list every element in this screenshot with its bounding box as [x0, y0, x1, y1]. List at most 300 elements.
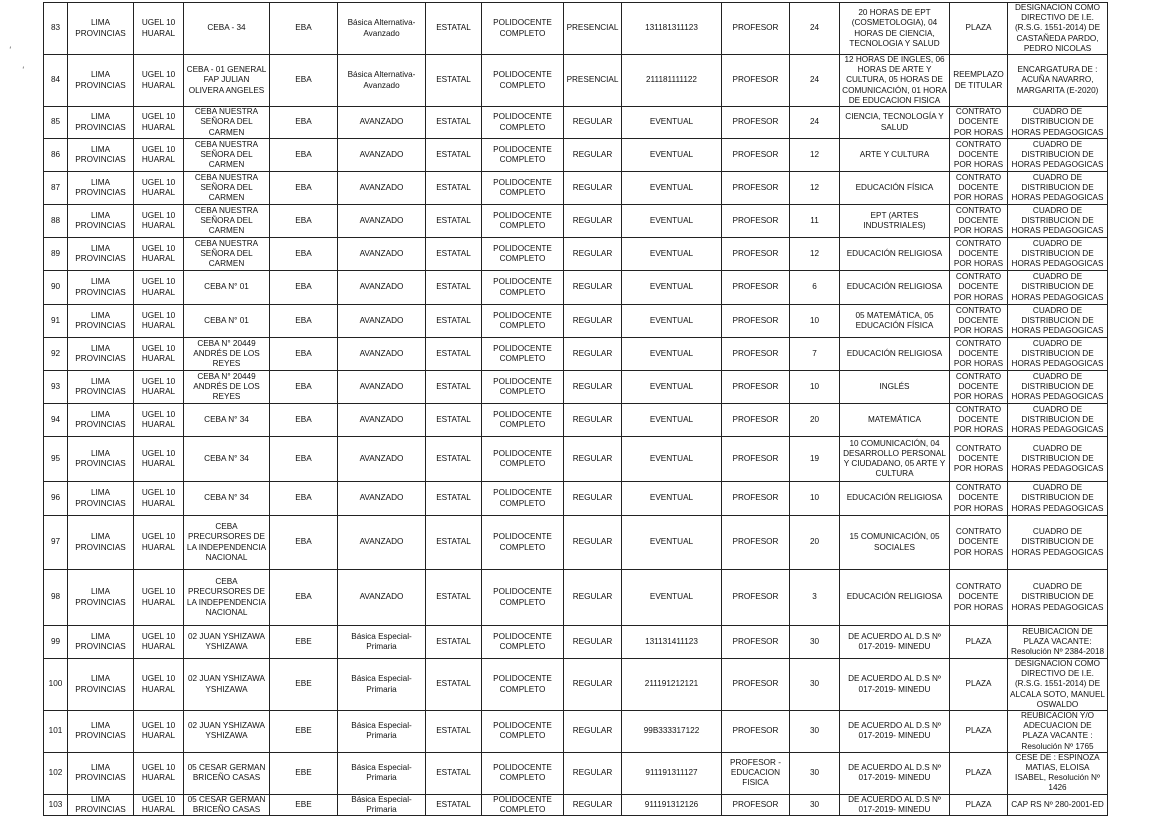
jornada-cell: 12	[790, 172, 840, 205]
nivel-cell: AVANZADO	[338, 238, 426, 271]
area-curricular-cell: EDUCACIÓN RELIGIOSA	[840, 338, 950, 371]
tipo-ie-cell: POLIDOCENTE COMPLETO	[482, 516, 564, 570]
area-curricular-cell: 20 HORAS DE EPT (COSMETOLOGIA), 04 HORAS DE CIENCIA, TECNOLOGIA Y SALUD	[840, 3, 950, 55]
codigo-plaza-cell: 99B333317122	[622, 711, 722, 753]
forma-cell: REGULAR	[564, 570, 622, 626]
ugel-cell: UGEL 10 HUARAL	[134, 205, 184, 238]
modalidad-cell: EBA	[270, 371, 338, 404]
tipo-ie-cell: POLIDOCENTE COMPLETO	[482, 570, 564, 626]
region-cell: LIMA PROVINCIAS	[68, 437, 134, 482]
cargo-cell: PROFESOR	[722, 238, 790, 271]
ugel-cell: UGEL 10 HUARAL	[134, 139, 184, 172]
row-number-cell: 103	[44, 794, 68, 815]
row-number-cell: 93	[44, 371, 68, 404]
row-number-cell: 96	[44, 482, 68, 516]
row-number-cell: 100	[44, 659, 68, 711]
jornada-cell: 24	[790, 3, 840, 55]
forma-cell: PRESENCIAL	[564, 55, 622, 107]
table-row	[44, 205, 1108, 238]
region-cell: LIMA PROVINCIAS	[68, 3, 134, 55]
ugel-cell: UGEL 10 HUARAL	[134, 482, 184, 516]
gestion-cell: ESTATAL	[426, 570, 482, 626]
institucion-cell: 02 JUAN YSHIZAWA YSHIZAWA	[184, 711, 270, 753]
situacion-cell: CONTRATO DOCENTE POR HORAS	[950, 371, 1008, 404]
row-number-cell: 97	[44, 516, 68, 570]
row-number-cell: 88	[44, 205, 68, 238]
table-row	[44, 172, 1108, 205]
codigo-plaza-cell: EVENTUAL	[622, 271, 722, 305]
region-cell: LIMA PROVINCIAS	[68, 570, 134, 626]
nivel-cell: AVANZADO	[338, 271, 426, 305]
table-row	[44, 107, 1108, 139]
table-row	[44, 305, 1108, 338]
cargo-cell: PROFESOR	[722, 437, 790, 482]
institucion-cell: CEBA PRECURSORES DE LA INDEPENDENCIA NACIONAL	[184, 570, 270, 626]
gestion-cell: ESTATAL	[426, 516, 482, 570]
motivo-cell: REUBICACION Y/O ADECUACION DE PLAZA VACANTE : Resolución Nº 1765	[1008, 711, 1108, 753]
region-cell: LIMA PROVINCIAS	[68, 794, 134, 815]
cargo-cell: PROFESOR	[722, 338, 790, 371]
institucion-cell: 02 JUAN YSHIZAWA YSHIZAWA	[184, 626, 270, 659]
modalidad-cell: EBA	[270, 516, 338, 570]
table-row	[44, 794, 1108, 815]
area-curricular-cell: 10 COMUNICACIÓN, 04 DESARROLLO PERSONAL Y CIUDADANO, 05 ARTE Y CULTURA	[840, 437, 950, 482]
nivel-cell: AVANZADO	[338, 516, 426, 570]
cargo-cell: PROFESOR	[722, 404, 790, 437]
forma-cell: REGULAR	[564, 172, 622, 205]
modalidad-cell: EBE	[270, 794, 338, 815]
area-curricular-cell: 12 HORAS DE INGLES, 06 HORAS DE ARTE Y CULTURA, 05 HORAS DE COMUNICACIÓN, 01 HORA DE EDUCACION FISICA	[840, 55, 950, 107]
ugel-cell: UGEL 10 HUARAL	[134, 437, 184, 482]
institucion-cell: CEBA N° 34	[184, 404, 270, 437]
cargo-cell: PROFESOR	[722, 516, 790, 570]
row-number-cell: 90	[44, 271, 68, 305]
jornada-cell: 30	[790, 752, 840, 794]
area-curricular-cell: EDUCACIÓN FÍSICA	[840, 172, 950, 205]
gestion-cell: ESTATAL	[426, 172, 482, 205]
table-row	[44, 482, 1108, 516]
motivo-cell: CUADRO DE DISTRIBUCION DE HORAS PEDAGOGICAS	[1008, 172, 1108, 205]
institucion-cell: CEBA NUESTRA SEÑORA DEL CARMEN	[184, 238, 270, 271]
region-cell: LIMA PROVINCIAS	[68, 371, 134, 404]
forma-cell: REGULAR	[564, 271, 622, 305]
row-number-cell: 91	[44, 305, 68, 338]
row-number-cell: 86	[44, 139, 68, 172]
margin-mark-top: ʻ	[9, 46, 12, 56]
region-cell: LIMA PROVINCIAS	[68, 305, 134, 338]
institucion-cell: CEBA NUESTRA SEÑORA DEL CARMEN	[184, 107, 270, 139]
forma-cell: REGULAR	[564, 238, 622, 271]
institucion-cell: CEBA N° 20449 ANDRÉS DE LOS REYES	[184, 338, 270, 371]
nivel-cell: AVANZADO	[338, 338, 426, 371]
codigo-plaza-cell: EVENTUAL	[622, 107, 722, 139]
document-page	[43, 2, 1107, 816]
forma-cell: REGULAR	[564, 626, 622, 659]
row-number-cell: 99	[44, 626, 68, 659]
forma-cell: REGULAR	[564, 338, 622, 371]
motivo-cell: CUADRO DE DISTRIBUCION DE HORAS PEDAGOGICAS	[1008, 238, 1108, 271]
gestion-cell: ESTATAL	[426, 139, 482, 172]
jornada-cell: 30	[790, 711, 840, 753]
modalidad-cell: EBE	[270, 711, 338, 753]
region-cell: LIMA PROVINCIAS	[68, 238, 134, 271]
ugel-cell: UGEL 10 HUARAL	[134, 338, 184, 371]
cargo-cell: PROFESOR	[722, 794, 790, 815]
row-number-cell: 85	[44, 107, 68, 139]
tipo-ie-cell: POLIDOCENTE COMPLETO	[482, 238, 564, 271]
motivo-cell: CUADRO DE DISTRIBUCION DE HORAS PEDAGOGICAS	[1008, 107, 1108, 139]
tipo-ie-cell: POLIDOCENTE COMPLETO	[482, 55, 564, 107]
cargo-cell: PROFESOR	[722, 107, 790, 139]
table-row	[44, 338, 1108, 371]
jornada-cell: 20	[790, 516, 840, 570]
motivo-cell: CESE DE : ESPINOZA MATIAS, ELOISA ISABEL, Resolución Nº 1426	[1008, 752, 1108, 794]
gestion-cell: ESTATAL	[426, 437, 482, 482]
tipo-ie-cell: POLIDOCENTE COMPLETO	[482, 139, 564, 172]
area-curricular-cell: INGLÉS	[840, 371, 950, 404]
jornada-cell: 6	[790, 271, 840, 305]
institucion-cell: CEBA N° 01	[184, 271, 270, 305]
row-number-cell: 98	[44, 570, 68, 626]
cargo-cell: PROFESOR - EDUCACION FISICA	[722, 752, 790, 794]
table-row	[44, 626, 1108, 659]
ugel-cell: UGEL 10 HUARAL	[134, 404, 184, 437]
forma-cell: REGULAR	[564, 404, 622, 437]
nivel-cell: AVANZADO	[338, 371, 426, 404]
ugel-cell: UGEL 10 HUARAL	[134, 172, 184, 205]
tipo-ie-cell: POLIDOCENTE COMPLETO	[482, 305, 564, 338]
jornada-cell: 12	[790, 139, 840, 172]
region-cell: LIMA PROVINCIAS	[68, 659, 134, 711]
region-cell: LIMA PROVINCIAS	[68, 205, 134, 238]
cargo-cell: PROFESOR	[722, 205, 790, 238]
region-cell: LIMA PROVINCIAS	[68, 752, 134, 794]
gestion-cell: ESTATAL	[426, 55, 482, 107]
region-cell: LIMA PROVINCIAS	[68, 626, 134, 659]
motivo-cell: CUADRO DE DISTRIBUCION DE HORAS PEDAGOGICAS	[1008, 305, 1108, 338]
situacion-cell: PLAZA	[950, 711, 1008, 753]
jornada-cell: 11	[790, 205, 840, 238]
jornada-cell: 30	[790, 659, 840, 711]
tipo-ie-cell: POLIDOCENTE COMPLETO	[482, 338, 564, 371]
forma-cell: REGULAR	[564, 659, 622, 711]
forma-cell: REGULAR	[564, 482, 622, 516]
forma-cell: REGULAR	[564, 794, 622, 815]
jornada-cell: 30	[790, 794, 840, 815]
nivel-cell: AVANZADO	[338, 172, 426, 205]
modalidad-cell: EBA	[270, 3, 338, 55]
cargo-cell: PROFESOR	[722, 139, 790, 172]
gestion-cell: ESTATAL	[426, 305, 482, 338]
gestion-cell: ESTATAL	[426, 752, 482, 794]
institucion-cell: CEBA NUESTRA SEÑORA DEL CARMEN	[184, 172, 270, 205]
area-curricular-cell: EDUCACIÓN RELIGIOSA	[840, 271, 950, 305]
plazas-table	[43, 2, 1108, 816]
jornada-cell: 24	[790, 55, 840, 107]
situacion-cell: CONTRATO DOCENTE POR HORAS	[950, 238, 1008, 271]
region-cell: LIMA PROVINCIAS	[68, 139, 134, 172]
modalidad-cell: EBA	[270, 404, 338, 437]
institucion-cell: CEBA N° 01	[184, 305, 270, 338]
region-cell: LIMA PROVINCIAS	[68, 271, 134, 305]
cargo-cell: PROFESOR	[722, 371, 790, 404]
area-curricular-cell: 15 COMUNICACIÓN, 05 SOCIALES	[840, 516, 950, 570]
tipo-ie-cell: POLIDOCENTE COMPLETO	[482, 3, 564, 55]
gestion-cell: ESTATAL	[426, 271, 482, 305]
jornada-cell: 10	[790, 305, 840, 338]
nivel-cell: Básica Alternativa-Avanzado	[338, 55, 426, 107]
nivel-cell: Básica Especial-Primaria	[338, 659, 426, 711]
situacion-cell: REEMPLAZO DE TITULAR	[950, 55, 1008, 107]
row-number-cell: 95	[44, 437, 68, 482]
table-row	[44, 55, 1108, 107]
codigo-plaza-cell: EVENTUAL	[622, 338, 722, 371]
table-row	[44, 271, 1108, 305]
table-row	[44, 516, 1108, 570]
nivel-cell: AVANZADO	[338, 107, 426, 139]
motivo-cell: CAP RS Nº 280-2001-ED	[1008, 794, 1108, 815]
situacion-cell: PLAZA	[950, 752, 1008, 794]
motivo-cell: CUADRO DE DISTRIBUCION DE HORAS PEDAGOGICAS	[1008, 482, 1108, 516]
ugel-cell: UGEL 10 HUARAL	[134, 752, 184, 794]
table-row	[44, 404, 1108, 437]
gestion-cell: ESTATAL	[426, 794, 482, 815]
cargo-cell: PROFESOR	[722, 570, 790, 626]
institucion-cell: CEBA NUESTRA SEÑORA DEL CARMEN	[184, 205, 270, 238]
forma-cell: REGULAR	[564, 516, 622, 570]
ugel-cell: UGEL 10 HUARAL	[134, 271, 184, 305]
region-cell: LIMA PROVINCIAS	[68, 172, 134, 205]
ugel-cell: UGEL 10 HUARAL	[134, 570, 184, 626]
jornada-cell: 10	[790, 482, 840, 516]
ugel-cell: UGEL 10 HUARAL	[134, 659, 184, 711]
table-body	[44, 3, 1108, 816]
region-cell: LIMA PROVINCIAS	[68, 338, 134, 371]
area-curricular-cell: EDUCACIÓN RELIGIOSA	[840, 238, 950, 271]
codigo-plaza-cell: EVENTUAL	[622, 516, 722, 570]
institucion-cell: CEBA NUESTRA SEÑORA DEL CARMEN	[184, 139, 270, 172]
gestion-cell: ESTATAL	[426, 626, 482, 659]
codigo-plaza-cell: EVENTUAL	[622, 437, 722, 482]
tipo-ie-cell: POLIDOCENTE COMPLETO	[482, 271, 564, 305]
ugel-cell: UGEL 10 HUARAL	[134, 371, 184, 404]
tipo-ie-cell: POLIDOCENTE COMPLETO	[482, 752, 564, 794]
nivel-cell: AVANZADO	[338, 205, 426, 238]
row-number-cell: 102	[44, 752, 68, 794]
modalidad-cell: EBA	[270, 482, 338, 516]
area-curricular-cell: 05 MATEMÁTICA, 05 EDUCACIÓN FÍSICA	[840, 305, 950, 338]
row-number-cell: 83	[44, 3, 68, 55]
motivo-cell: CUADRO DE DISTRIBUCION DE HORAS PEDAGOGICAS	[1008, 271, 1108, 305]
tipo-ie-cell: POLIDOCENTE COMPLETO	[482, 482, 564, 516]
situacion-cell: CONTRATO DOCENTE POR HORAS	[950, 107, 1008, 139]
jornada-cell: 3	[790, 570, 840, 626]
gestion-cell: ESTATAL	[426, 711, 482, 753]
row-number-cell: 84	[44, 55, 68, 107]
situacion-cell: CONTRATO DOCENTE POR HORAS	[950, 305, 1008, 338]
ugel-cell: UGEL 10 HUARAL	[134, 794, 184, 815]
jornada-cell: 7	[790, 338, 840, 371]
ugel-cell: UGEL 10 HUARAL	[134, 107, 184, 139]
institucion-cell: CEBA N° 34	[184, 482, 270, 516]
ugel-cell: UGEL 10 HUARAL	[134, 516, 184, 570]
forma-cell: REGULAR	[564, 711, 622, 753]
tipo-ie-cell: POLIDOCENTE COMPLETO	[482, 437, 564, 482]
institucion-cell: 05 CESAR GERMAN BRICEÑO CASAS	[184, 752, 270, 794]
forma-cell: REGULAR	[564, 305, 622, 338]
motivo-cell: CUADRO DE DISTRIBUCION DE HORAS PEDAGOGICAS	[1008, 570, 1108, 626]
tipo-ie-cell: POLIDOCENTE COMPLETO	[482, 626, 564, 659]
cargo-cell: PROFESOR	[722, 659, 790, 711]
nivel-cell: Básica Alternativa-Avanzado	[338, 3, 426, 55]
jornada-cell: 30	[790, 626, 840, 659]
motivo-cell: CUADRO DE DISTRIBUCION DE HORAS PEDAGOGICAS	[1008, 371, 1108, 404]
forma-cell: REGULAR	[564, 107, 622, 139]
cargo-cell: PROFESOR	[722, 55, 790, 107]
motivo-cell: CUADRO DE DISTRIBUCION DE HORAS PEDAGOGICAS	[1008, 205, 1108, 238]
modalidad-cell: EBA	[270, 271, 338, 305]
situacion-cell: CONTRATO DOCENTE POR HORAS	[950, 437, 1008, 482]
motivo-cell: ENCARGATURA DE : ACUÑA NAVARRO, MARGARITA (E-2020)	[1008, 55, 1108, 107]
region-cell: LIMA PROVINCIAS	[68, 107, 134, 139]
motivo-cell: CUADRO DE DISTRIBUCION DE HORAS PEDAGOGICAS	[1008, 338, 1108, 371]
codigo-plaza-cell: 211181111122	[622, 55, 722, 107]
region-cell: LIMA PROVINCIAS	[68, 404, 134, 437]
motivo-cell: CUADRO DE DISTRIBUCION DE HORAS PEDAGOGICAS	[1008, 404, 1108, 437]
forma-cell: REGULAR	[564, 437, 622, 482]
modalidad-cell: EBE	[270, 659, 338, 711]
situacion-cell: PLAZA	[950, 659, 1008, 711]
ugel-cell: UGEL 10 HUARAL	[134, 626, 184, 659]
motivo-cell: CUADRO DE DISTRIBUCION DE HORAS PEDAGOGICAS	[1008, 437, 1108, 482]
table-row	[44, 437, 1108, 482]
nivel-cell: AVANZADO	[338, 437, 426, 482]
jornada-cell: 20	[790, 404, 840, 437]
table-row	[44, 711, 1108, 753]
codigo-plaza-cell: 131181311123	[622, 3, 722, 55]
tipo-ie-cell: POLIDOCENTE COMPLETO	[482, 404, 564, 437]
institucion-cell: CEBA N° 20449 ANDRÉS DE LOS REYES	[184, 371, 270, 404]
codigo-plaza-cell: EVENTUAL	[622, 238, 722, 271]
institucion-cell: 05 CESAR GERMAN BRICEÑO CASAS	[184, 794, 270, 815]
situacion-cell: CONTRATO DOCENTE POR HORAS	[950, 205, 1008, 238]
cargo-cell: PROFESOR	[722, 482, 790, 516]
nivel-cell: Básica Especial-Primaria	[338, 626, 426, 659]
institucion-cell: CEBA - 34	[184, 3, 270, 55]
region-cell: LIMA PROVINCIAS	[68, 482, 134, 516]
modalidad-cell: EBA	[270, 570, 338, 626]
region-cell: LIMA PROVINCIAS	[68, 516, 134, 570]
gestion-cell: ESTATAL	[426, 659, 482, 711]
table-row	[44, 570, 1108, 626]
situacion-cell: CONTRATO DOCENTE POR HORAS	[950, 271, 1008, 305]
table-row	[44, 752, 1108, 794]
area-curricular-cell: ARTE Y CULTURA	[840, 139, 950, 172]
modalidad-cell: EBE	[270, 752, 338, 794]
situacion-cell: CONTRATO DOCENTE POR HORAS	[950, 338, 1008, 371]
motivo-cell: DESIGNACION COMO DIRECTIVO DE I.E. (R.S.G. 1551-2014) DE CASTAÑEDA PARDO, PEDRO NICOLAS	[1008, 3, 1108, 55]
forma-cell: REGULAR	[564, 205, 622, 238]
cargo-cell: PROFESOR	[722, 626, 790, 659]
situacion-cell: CONTRATO DOCENTE POR HORAS	[950, 404, 1008, 437]
area-curricular-cell: DE ACUERDO AL D.S Nº 017-2019- MINEDU	[840, 626, 950, 659]
gestion-cell: ESTATAL	[426, 107, 482, 139]
area-curricular-cell: DE ACUERDO AL D.S Nº 017-2019- MINEDU	[840, 752, 950, 794]
row-number-cell: 87	[44, 172, 68, 205]
jornada-cell: 12	[790, 238, 840, 271]
row-number-cell: 94	[44, 404, 68, 437]
cargo-cell: PROFESOR	[722, 711, 790, 753]
area-curricular-cell: MATEMÁTICA	[840, 404, 950, 437]
situacion-cell: CONTRATO DOCENTE POR HORAS	[950, 139, 1008, 172]
cargo-cell: PROFESOR	[722, 305, 790, 338]
institucion-cell: CEBA N° 34	[184, 437, 270, 482]
situacion-cell: CONTRATO DOCENTE POR HORAS	[950, 516, 1008, 570]
modalidad-cell: EBE	[270, 626, 338, 659]
tipo-ie-cell: POLIDOCENTE COMPLETO	[482, 371, 564, 404]
codigo-plaza-cell: EVENTUAL	[622, 371, 722, 404]
situacion-cell: PLAZA	[950, 794, 1008, 815]
table-row	[44, 139, 1108, 172]
codigo-plaza-cell: 911191312126	[622, 794, 722, 815]
region-cell: LIMA PROVINCIAS	[68, 55, 134, 107]
row-number-cell: 89	[44, 238, 68, 271]
tipo-ie-cell: POLIDOCENTE COMPLETO	[482, 205, 564, 238]
nivel-cell: Básica Especial-Primaria	[338, 711, 426, 753]
situacion-cell: PLAZA	[950, 3, 1008, 55]
forma-cell: REGULAR	[564, 139, 622, 172]
gestion-cell: ESTATAL	[426, 371, 482, 404]
area-curricular-cell: EPT (ARTES INDUSTRIALES)	[840, 205, 950, 238]
codigo-plaza-cell: 131131411123	[622, 626, 722, 659]
modalidad-cell: EBA	[270, 205, 338, 238]
ugel-cell: UGEL 10 HUARAL	[134, 305, 184, 338]
nivel-cell: Básica Especial-Primaria	[338, 752, 426, 794]
gestion-cell: ESTATAL	[426, 238, 482, 271]
forma-cell: PRESENCIAL	[564, 3, 622, 55]
situacion-cell: CONTRATO DOCENTE POR HORAS	[950, 482, 1008, 516]
nivel-cell: Básica Especial-Primaria	[338, 794, 426, 815]
tipo-ie-cell: POLIDOCENTE COMPLETO	[482, 107, 564, 139]
institucion-cell: CEBA - 01 GENERAL FAP JULIAN OLIVERA ANGELES	[184, 55, 270, 107]
situacion-cell: CONTRATO DOCENTE POR HORAS	[950, 172, 1008, 205]
modalidad-cell: EBA	[270, 172, 338, 205]
margin-mark-bottom: ʻ	[22, 66, 25, 76]
tipo-ie-cell: POLIDOCENTE COMPLETO	[482, 659, 564, 711]
motivo-cell: DESIGNACION COMO DIRECTIVO DE I.E. (R.S.G. 1551-2014) DE ALCALA SOTO, MANUEL OSWALDO	[1008, 659, 1108, 711]
cargo-cell: PROFESOR	[722, 271, 790, 305]
nivel-cell: AVANZADO	[338, 482, 426, 516]
row-number-cell: 101	[44, 711, 68, 753]
area-curricular-cell: DE ACUERDO AL D.S Nº 017-2019- MINEDU	[840, 794, 950, 815]
motivo-cell: REUBICACION DE PLAZA VACANTE: Resolución Nº 2384-2018	[1008, 626, 1108, 659]
table-row	[44, 3, 1108, 55]
jornada-cell: 19	[790, 437, 840, 482]
codigo-plaza-cell: EVENTUAL	[622, 404, 722, 437]
motivo-cell: CUADRO DE DISTRIBUCION DE HORAS PEDAGOGICAS	[1008, 139, 1108, 172]
nivel-cell: AVANZADO	[338, 404, 426, 437]
region-cell: LIMA PROVINCIAS	[68, 711, 134, 753]
nivel-cell: AVANZADO	[338, 305, 426, 338]
gestion-cell: ESTATAL	[426, 482, 482, 516]
situacion-cell: PLAZA	[950, 626, 1008, 659]
codigo-plaza-cell: EVENTUAL	[622, 139, 722, 172]
codigo-plaza-cell: EVENTUAL	[622, 482, 722, 516]
area-curricular-cell: CIENCIA, TECNOLOGÍA Y SALUD	[840, 107, 950, 139]
codigo-plaza-cell: EVENTUAL	[622, 570, 722, 626]
cargo-cell: PROFESOR	[722, 172, 790, 205]
modalidad-cell: EBA	[270, 139, 338, 172]
